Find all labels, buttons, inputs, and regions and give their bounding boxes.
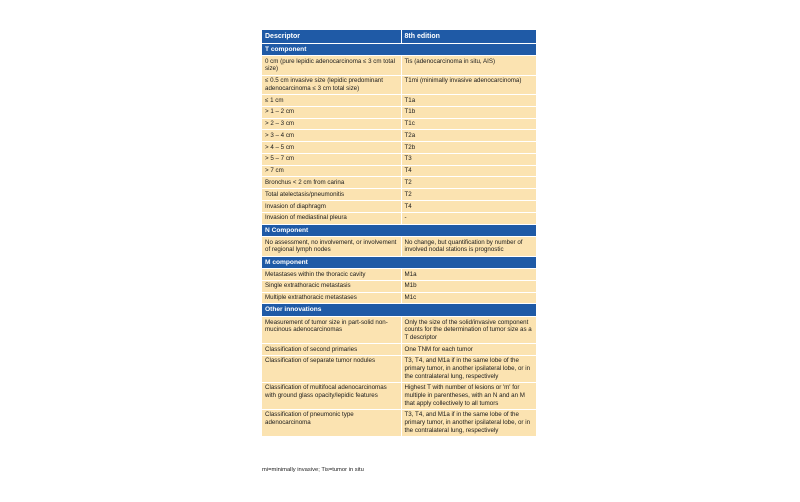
footnote: mi=minimally invasive; Tis=tumor in situ — [262, 467, 364, 473]
table-row — [262, 317, 536, 344]
table-row — [262, 200, 536, 212]
edition-cell: T1c — [401, 118, 536, 130]
table-row — [262, 165, 536, 177]
edition-cell: M1c — [401, 292, 536, 304]
section-title: N Component — [262, 224, 536, 237]
edition-cell: M1a — [401, 269, 536, 281]
edition-cell: - — [401, 212, 536, 224]
edition-cell: T2a — [401, 130, 536, 142]
table-row — [262, 189, 536, 201]
table-row — [262, 382, 536, 409]
section-title: Other innovations — [262, 304, 536, 317]
table-row — [262, 237, 536, 256]
edition-cell: One TNM for each tumor — [401, 344, 536, 356]
descriptor-cell: Total atelectasis/pneumonitis — [262, 189, 401, 201]
edition-cell: T3 — [401, 153, 536, 165]
table-row — [262, 118, 536, 130]
descriptor-cell: ≤ 1 cm — [262, 94, 401, 106]
table-row — [262, 106, 536, 118]
edition-cell: T1b — [401, 106, 536, 118]
descriptor-cell: Bronchus < 2 cm from carina — [262, 177, 401, 189]
edition-cell: T3, T4, and M1a if in the same lobe of the primary tumor, in another ipsilateral lobe, or in the contralateral lung, respectively — [401, 409, 536, 436]
edition-cell: T3, T4, and M1a if in the same lobe of the primary tumor, in another ipsilateral lobe, or in the contralateral lung, respectively — [401, 355, 536, 382]
section-title: M component — [262, 256, 536, 269]
table-row — [262, 280, 536, 292]
table-row — [262, 153, 536, 165]
staging-table — [262, 30, 536, 437]
descriptor-cell: Measurement of tumor size in part-solid non-mucinous adenocarcinomas — [262, 317, 401, 344]
descriptor-cell: > 2 – 3 cm — [262, 118, 401, 130]
descriptor-cell: Classification of pneumonic type adenocarcinoma — [262, 409, 401, 436]
edition-cell: T2 — [401, 177, 536, 189]
descriptor-cell: > 3 – 4 cm — [262, 130, 401, 142]
descriptor-cell: Multiple extrathoracic metastases — [262, 292, 401, 304]
table-row — [262, 355, 536, 382]
table-row — [262, 177, 536, 189]
table-row — [262, 409, 536, 436]
header-8th-edition: 8th edition — [401, 30, 536, 43]
table-row — [262, 344, 536, 356]
descriptor-cell: Classification of second primaries — [262, 344, 401, 356]
table-row — [262, 75, 536, 94]
table-row — [262, 212, 536, 224]
table-row — [262, 94, 536, 106]
descriptor-cell: > 5 – 7 cm — [262, 153, 401, 165]
descriptor-cell: Classification of multifocal adenocarcinomas with ground glass opacity/lepidic features — [262, 382, 401, 409]
staging-table-container — [262, 30, 536, 437]
descriptor-cell: > 4 – 5 cm — [262, 142, 401, 154]
section-header-row — [262, 224, 536, 237]
descriptor-cell: ≤ 0.5 cm invasive size (lepidic predominant adenocarcinoma ≤ 3 cm total size) — [262, 75, 401, 94]
edition-cell: T1a — [401, 94, 536, 106]
section-header-row — [262, 256, 536, 269]
edition-cell: Highest T with number of lesions or 'm' for multiple in parentheses, with an N and an M that apply collectively to all tumors — [401, 382, 536, 409]
edition-cell: Only the size of the solid/invasive component counts for the determination of tumor size as a T descriptor — [401, 317, 536, 344]
descriptor-cell: Single extrathoracic metastasis — [262, 280, 401, 292]
section-header-row — [262, 43, 536, 56]
edition-cell: T2 — [401, 189, 536, 201]
descriptor-cell: Metastases within the thoracic cavity — [262, 269, 401, 281]
edition-cell: T2b — [401, 142, 536, 154]
descriptor-cell: 0 cm (pure lepidic adenocarcinoma ≤ 3 cm total size) — [262, 56, 401, 75]
table-row — [262, 56, 536, 75]
edition-cell: T4 — [401, 165, 536, 177]
edition-cell: T1mi (minimally invasive adenocarcinoma) — [401, 75, 536, 94]
table-row — [262, 130, 536, 142]
edition-cell: M1b — [401, 280, 536, 292]
table-header-row — [262, 30, 536, 43]
descriptor-cell: > 1 – 2 cm — [262, 106, 401, 118]
section-title: T component — [262, 43, 536, 56]
descriptor-cell: Classification of separate tumor nodules — [262, 355, 401, 382]
table-row — [262, 269, 536, 281]
table-row — [262, 142, 536, 154]
section-header-row — [262, 304, 536, 317]
edition-cell: T4 — [401, 200, 536, 212]
descriptor-cell: No assessment, no involvement, or involvement of regional lymph nodes — [262, 237, 401, 256]
descriptor-cell: Invasion of diaphragm — [262, 200, 401, 212]
edition-cell: Tis (adenocarcinoma in situ, AIS) — [401, 56, 536, 75]
edition-cell: No change, but quantification by number of involved nodal stations is prognostic — [401, 237, 536, 256]
descriptor-cell: Invasion of mediastinal pleura — [262, 212, 401, 224]
header-descriptor: Descriptor — [262, 30, 401, 43]
descriptor-cell: > 7 cm — [262, 165, 401, 177]
table-body — [262, 43, 536, 436]
table-row — [262, 292, 536, 304]
